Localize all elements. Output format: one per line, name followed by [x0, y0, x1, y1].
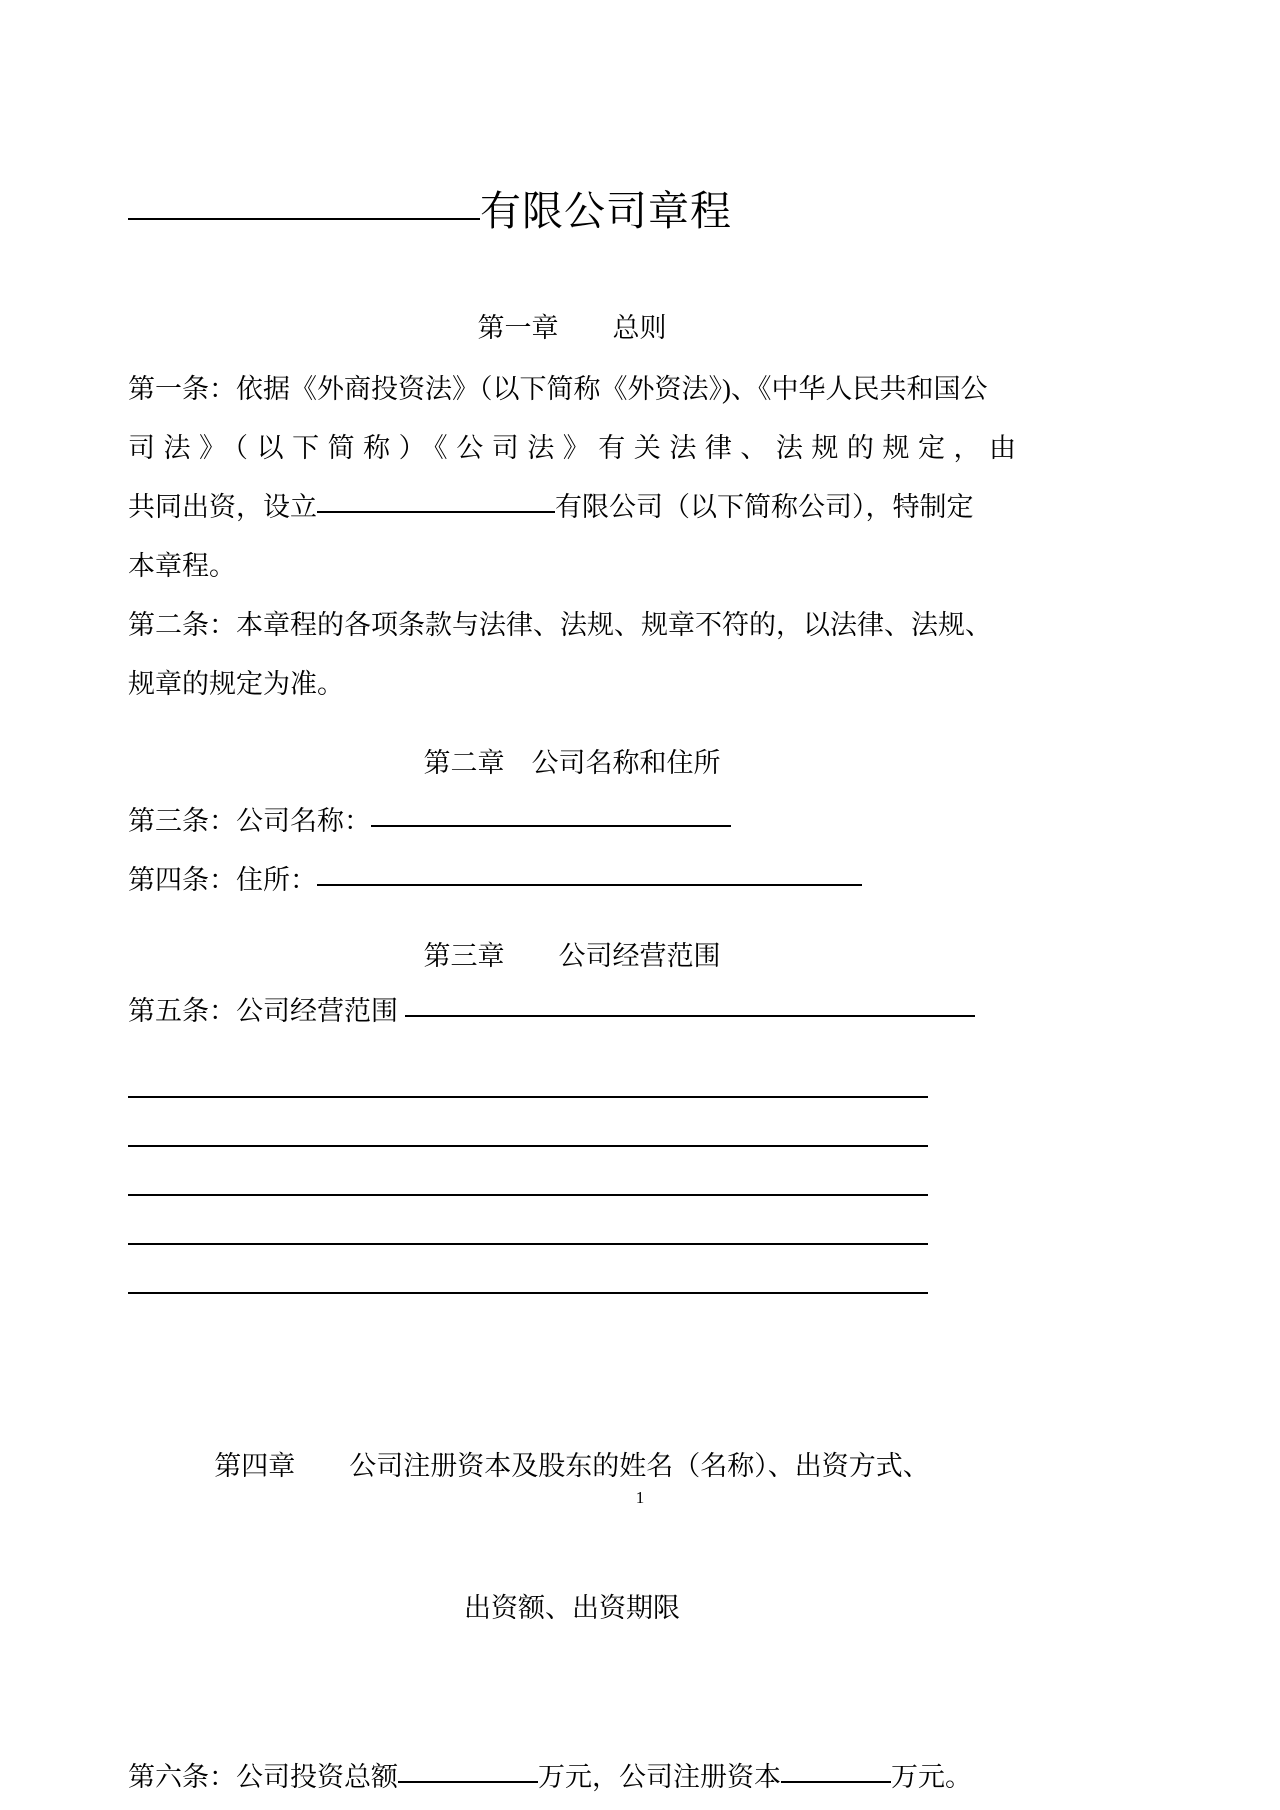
article-6-part-1: 第六条：公司投资总额 [128, 1762, 398, 1793]
blank-rule-line[interactable] [128, 1049, 928, 1098]
blank-rule-line[interactable] [128, 1196, 928, 1245]
title-company-name-blank[interactable] [128, 218, 480, 220]
page-content [128, 0, 1016, 1807]
article-3-label: 第三条：公司名称： [128, 806, 371, 837]
title-text: 有限公司章程 [480, 188, 732, 234]
chapter-4-heading [128, 1348, 1016, 1726]
article-1-line-3-after: 有限公司（以下简称公司），特制定 [555, 492, 974, 523]
page-title [128, 186, 1016, 237]
article-1-line-1: 第一条：依据《外商投资法》（以下简称《外资法》)、《中华人民共和国公 [128, 374, 988, 405]
article-5-label: 第五条：公司经营范围 [128, 996, 398, 1027]
article-3-line [128, 792, 1016, 851]
chapter-3-heading: 第三章 公司经营范围 [423, 941, 721, 972]
company-address-blank[interactable] [317, 884, 862, 886]
article-6-part-2: 万元，公司注册资本 [538, 1762, 781, 1793]
article-1-line-3 [128, 478, 1016, 537]
business-scope-blank-lines [128, 1049, 1016, 1294]
business-scope-blank[interactable] [405, 1015, 975, 1017]
page-number: 1 [635, 1488, 645, 1507]
blank-rule-line[interactable] [128, 1147, 928, 1196]
article-1-line-3-before: 共同出资，设立 [128, 492, 317, 523]
article-1-line-4: 本章程。 [128, 551, 236, 582]
chapter-4-heading-line-1: 第四章 公司注册资本及股东的姓名（名称）、出资方式、 [214, 1450, 930, 1481]
article-6-line [128, 1748, 1016, 1807]
blank-rule-line[interactable] [128, 1098, 928, 1147]
article-4-label: 第四条：住所： [128, 865, 317, 896]
article-2-paragraph [128, 596, 1016, 714]
chapter-2-heading: 第二章 公司名称和住所 [423, 748, 721, 779]
article-2-line-1: 第二条：本章程的各项条款与法律、法规、规章不符的，以法律、法规、 [128, 610, 992, 641]
total-investment-blank[interactable] [398, 1781, 538, 1783]
article-2-line-2: 规章的规定为准。 [128, 669, 344, 700]
article-1-paragraph [128, 360, 1016, 596]
blank-rule-line[interactable] [128, 1245, 928, 1294]
company-name-blank-setup[interactable] [317, 511, 555, 513]
article-4-line [128, 851, 1016, 910]
article-5-line [128, 982, 1016, 1041]
registered-capital-blank[interactable] [781, 1781, 891, 1783]
company-name-blank[interactable] [371, 825, 731, 827]
article-6-part-3: 万元。 [891, 1762, 972, 1793]
chapter-1-heading: 第一章 总则 [477, 313, 667, 344]
article-1-line-2: 司法》（以下简称）《公司法》有关法律、法规的规定，由 [128, 433, 1016, 464]
chapter-4-heading-line-2: 出资额、出资期限 [464, 1592, 680, 1623]
